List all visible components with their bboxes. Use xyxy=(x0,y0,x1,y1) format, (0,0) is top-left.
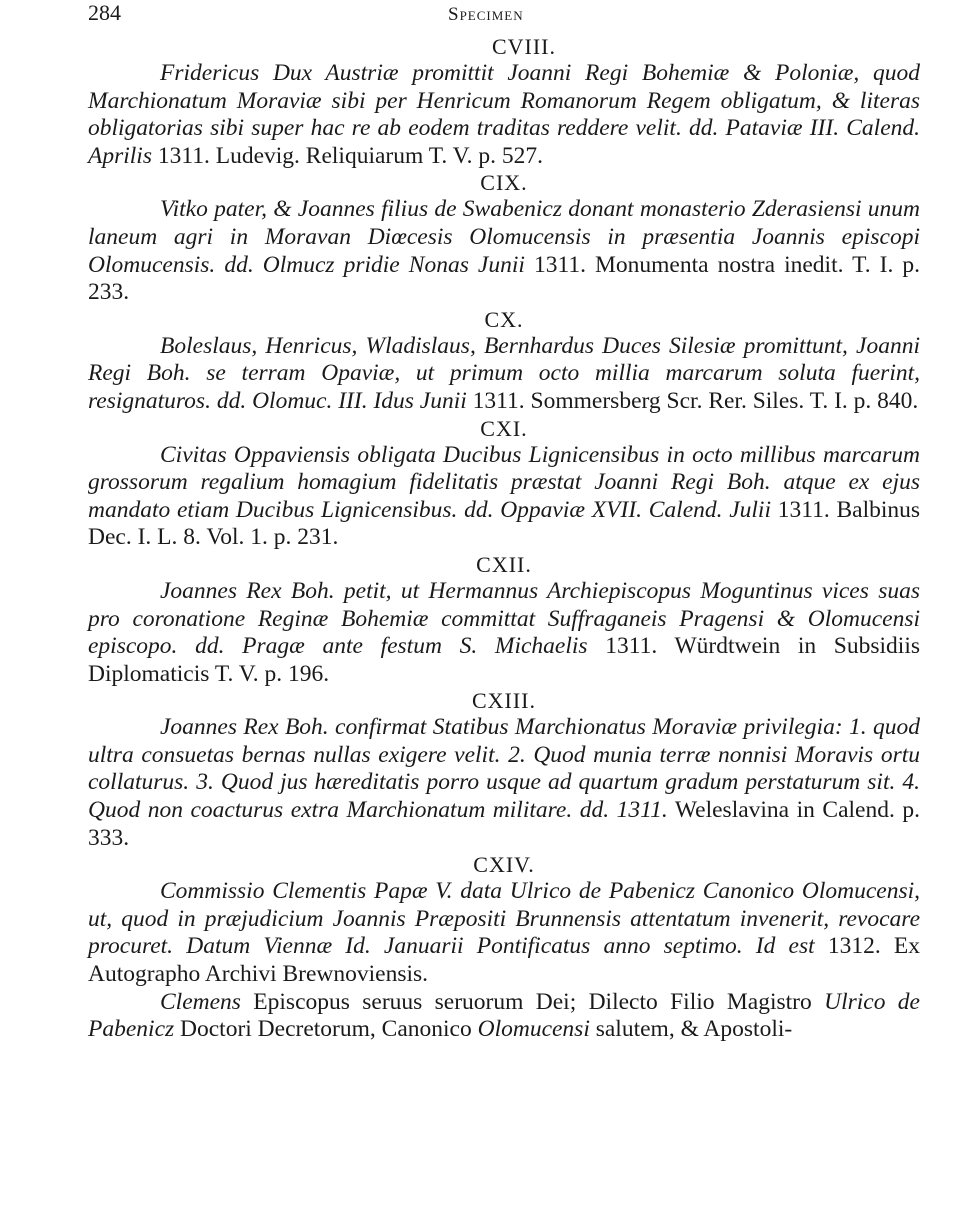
closing-paragraph xyxy=(88,989,920,1044)
entry-numeral: CXII. xyxy=(476,551,532,577)
closing-lead-name: Clemens xyxy=(160,988,241,1015)
closing-name-ulrico: Ulrico de Pabenicz xyxy=(88,988,920,1043)
entry-citation: Weleslavina in Calend. p. 333. xyxy=(88,797,920,851)
entry-cxiii xyxy=(88,688,920,852)
entry-text xyxy=(88,196,920,306)
entry-italic-text: Joannes Rex Boh. petit, ut Hermannus Archiepiscopus Moguntinus vices suas pro coronatione Reginæ Bohemiæ committat Suffraganeis Pragensi & Olomucensi episcopo. dd. Pragæ ante festum S. Michaelis xyxy=(88,577,920,660)
entry-citation: 1311. Sommersberg Scr. Rer. Siles. T. I. p. 840. xyxy=(472,387,919,414)
entry-text xyxy=(88,714,920,852)
entry-citation: 1311. Monumenta nostra inedit. T. I. p. 233. xyxy=(88,251,921,306)
entry-italic-text: Joannes Rex Boh. confirmat Statibus Marchionatus Moraviæ privilegia: 1. quod ultra consuetas bernas nullas exigere velit. 2. Quod munia terræ nonnisi Moravis ortu collaturus. 3. Quod jus hæreditatis porro usque ad quartum gradum perstaturum sit. 4. Quod non coacturus extra Marchionatum militare. dd. 1311. xyxy=(88,714,920,824)
entry-cxiv xyxy=(88,852,920,988)
entry-text xyxy=(88,60,920,170)
entry-citation: 1311. Ludevig. Reliquiarum T. V. p. 527. xyxy=(157,142,543,169)
entry-text xyxy=(88,442,920,552)
entry-numeral: CXIII. xyxy=(471,688,537,714)
page-number: 284 xyxy=(88,0,121,25)
entry-text xyxy=(88,578,920,688)
entry-italic-text: Vitko pater, & Joannes filius de Swabenicz donant monasterio Zderasiensi unum laneum agri in Moravan Diœcesis Olomucensis in præsentia Joannis episcopi Olomucensis. dd. Olmucz pridie Nonas Junii xyxy=(88,196,920,278)
entry-cviii xyxy=(88,34,920,170)
entry-text xyxy=(88,878,920,988)
closing-place-olomucensi: Olomucensi xyxy=(477,1016,590,1043)
entry-numeral: CVIII. xyxy=(491,34,557,59)
entry-numeral: CIX. xyxy=(480,170,528,196)
entry-italic-text: Fridericus Dux Austriæ promittit Joanni Regi Bohemiæ & Poloniæ, quod Marchionatum Moraviæ sibi per Henricum Romanorum Regem obligatum, & literas obligatorias sibi super hac re ab eodem traditas reddere velit. dd. Pataviæ III. Calend. Aprilis xyxy=(88,60,920,169)
closing-text-3: salutem, & Apostoli- xyxy=(595,1016,793,1043)
closing-text-2: Doctori Decretorum, Canonico xyxy=(180,1016,472,1043)
page-header xyxy=(88,0,920,34)
entry-cxi xyxy=(88,416,920,552)
entry-italic-text: Civitas Oppaviensis obligata Ducibus Lignicensibus in octo millibus marcarum grossorum regalium homagium fidelitatis præstat Joanni Regi Boh. atque ex ejus mandato etiam Ducibus Lignicensibus. dd. Oppaviæ XVII. Calend. Julii xyxy=(88,441,920,523)
running-head: Specimen xyxy=(448,4,524,25)
entry-numeral: CXI. xyxy=(480,415,528,441)
entry-cix xyxy=(88,170,920,306)
entry-numeral: CX. xyxy=(484,306,524,332)
entry-citation: 1312. Ex Autographo Archivi Brewnoviensis. xyxy=(88,933,921,988)
entry-text xyxy=(88,333,920,416)
entry-cx xyxy=(88,307,920,416)
closing-text-1: Episcopus seruus seruorum Dei; Dilecto Filio Magistro xyxy=(253,988,812,1015)
entry-citation: 1311. Würdtwein in Subsidiis Diplomaticis T. V. p. 196. xyxy=(88,633,920,687)
entry-numeral: CXIV. xyxy=(473,852,535,878)
entry-citation: 1311. Balbinus Dec. I. L. 8. Vol. 1. p. 231. xyxy=(88,496,921,551)
entry-italic-text: Boleslaus, Henricus, Wladislaus, Bernhardus Duces Silesiæ promittunt, Joanni Regi Boh. se terram Opaviæ, ut primum octo millia marcarum soluta fuerint, resignaturos. dd. Olomuc. III. Idus Junii xyxy=(88,332,920,414)
entry-cxii xyxy=(88,552,920,688)
entry-italic-text: Commissio Clementis Papæ V. data Ulrico de Pabenicz Canonico Olomucensi, ut, quod in præjudicium Joannis Præpositi Brunnensis attentatum invenerit, revocare procuret. Datum Viennæ Id. Januarii Pontificatus anno septimo. Id est xyxy=(88,878,920,960)
